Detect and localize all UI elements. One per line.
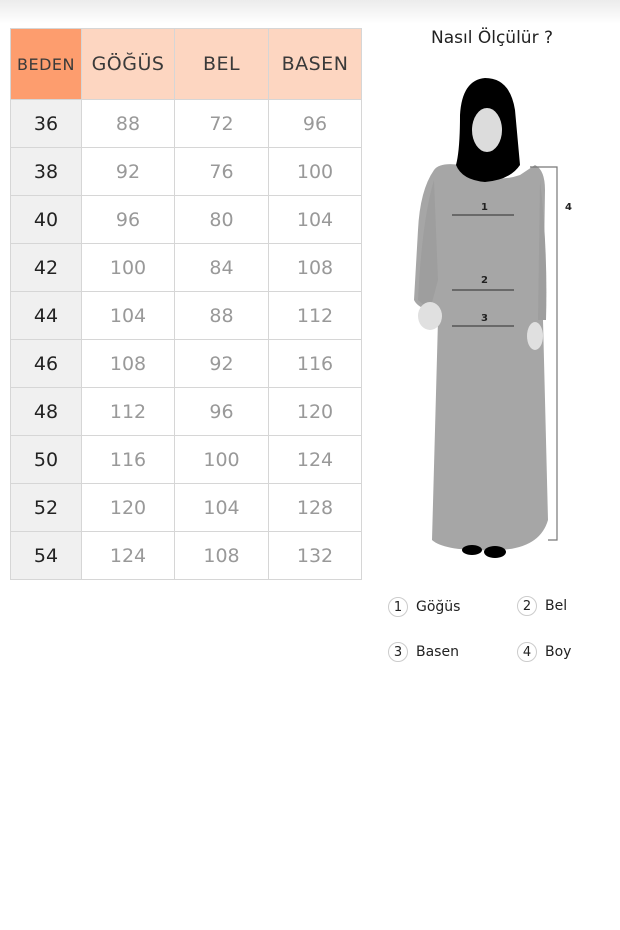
cell-beden: 52 [11,484,82,532]
table-row [11,340,362,388]
left-shoe [462,545,482,555]
cell-gogus: 88 [82,100,175,148]
cell-bel: 92 [175,340,269,388]
cell-bel: 104 [175,484,269,532]
legend-number-badge: 3 [388,642,408,662]
cell-gogus: 96 [82,196,175,244]
table-row [11,436,362,484]
cell-basen: 124 [269,436,362,484]
cell-gogus: 104 [82,292,175,340]
cell-gogus: 100 [82,244,175,292]
cell-basen: 132 [269,532,362,580]
legend-item-boy [517,642,571,662]
cell-gogus: 116 [82,436,175,484]
cell-gogus: 124 [82,532,175,580]
svg-text:1: 1 [481,202,488,213]
table-row [11,484,362,532]
header-basen: BASEN [269,29,362,100]
cell-beden: 44 [11,292,82,340]
legend-number-badge: 1 [388,597,408,617]
right-shoe [484,546,506,558]
cell-bel: 72 [175,100,269,148]
table-row [11,292,362,340]
table-row [11,100,362,148]
cell-beden: 54 [11,532,82,580]
legend-item-gogus [388,597,460,617]
cell-beden: 42 [11,244,82,292]
legend-number-badge: 2 [517,596,537,616]
table-header-row [11,29,362,100]
cell-basen: 96 [269,100,362,148]
header-gogus: GÖĞÜS [82,29,175,100]
legend-label: Bel [545,598,568,614]
cell-basen: 128 [269,484,362,532]
legend-item-bel [517,596,567,616]
table-row [11,244,362,292]
cell-beden: 40 [11,196,82,244]
cell-basen: 112 [269,292,362,340]
cell-bel: 100 [175,436,269,484]
measurement-figure-illustration [400,70,600,570]
cell-gogus: 108 [82,340,175,388]
cell-gogus: 92 [82,148,175,196]
cell-bel: 108 [175,532,269,580]
svg-text:2: 2 [481,275,488,286]
cell-basen: 100 [269,148,362,196]
cell-basen: 116 [269,340,362,388]
cell-beden: 50 [11,436,82,484]
cell-beden: 38 [11,148,82,196]
legend-label: Göğüs [416,599,461,615]
legend-label: Basen [416,644,459,660]
cell-beden: 46 [11,340,82,388]
legend-number-badge: 4 [517,642,537,662]
how-to-measure-title: Nasıl Ölçülür ? [431,28,553,48]
face [472,108,502,152]
right-hand [527,322,543,350]
legend-item-basen [388,642,459,662]
top-fade [0,0,620,24]
table-row [11,148,362,196]
cell-gogus: 112 [82,388,175,436]
cell-basen: 104 [269,196,362,244]
cell-beden: 48 [11,388,82,436]
header-bel: BEL [175,29,269,100]
cell-bel: 88 [175,292,269,340]
table-row [11,196,362,244]
svg-text:4: 4 [565,202,572,213]
size-chart-table [10,28,362,580]
svg-text:3: 3 [481,313,488,324]
header-beden: BEDEN [11,29,82,100]
legend-label: Boy [545,644,572,660]
table-row [11,388,362,436]
cell-bel: 84 [175,244,269,292]
cell-basen: 108 [269,244,362,292]
cell-basen: 120 [269,388,362,436]
left-hand [418,302,442,330]
cell-bel: 96 [175,388,269,436]
cell-beden: 36 [11,100,82,148]
table-row [11,532,362,580]
cell-bel: 80 [175,196,269,244]
cell-bel: 76 [175,148,269,196]
cell-gogus: 120 [82,484,175,532]
